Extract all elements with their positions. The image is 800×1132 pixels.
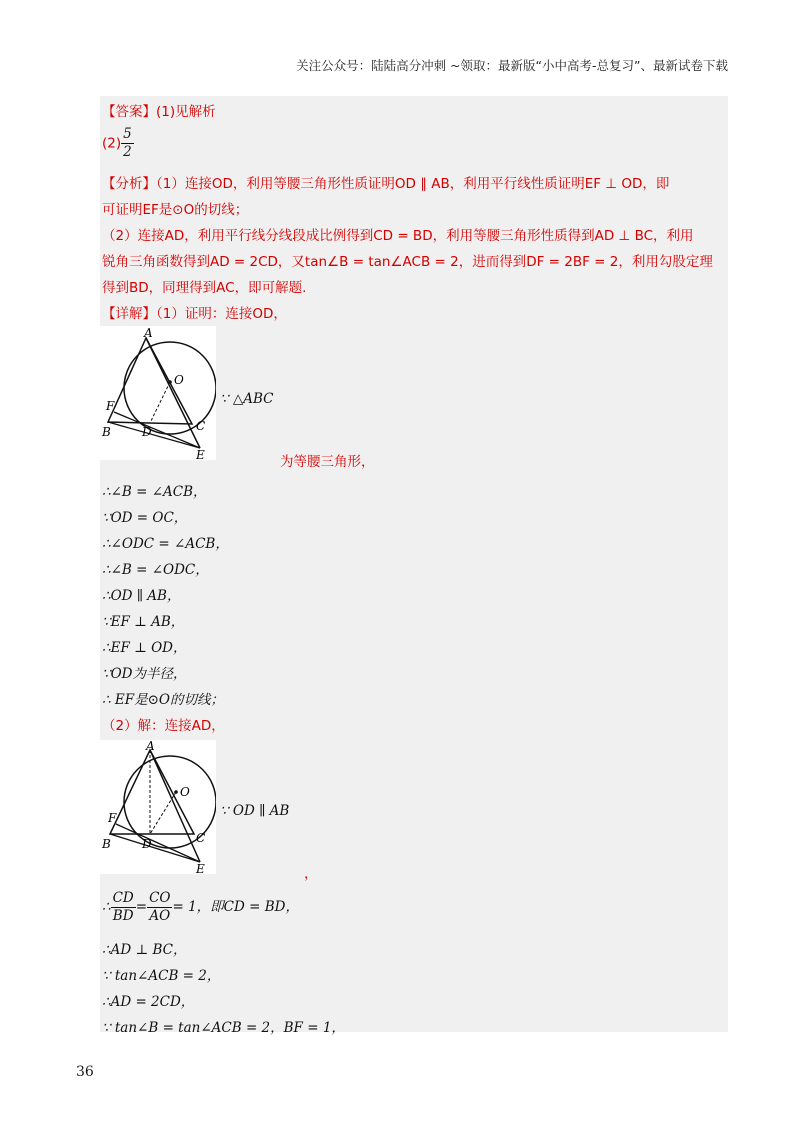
analysis-line-5: 得到BD，同理得到AC，即可解题. bbox=[102, 280, 307, 296]
proof-step-4: ∴∠B = ∠ODC， bbox=[102, 562, 209, 578]
page-header: 关注公众号：陆陆高分冲刺 ~领取：最新版“小中高考-总复习”、最新试卷下载 bbox=[296, 58, 728, 73]
proof-step-5: ∴OD ∥ AB， bbox=[102, 588, 181, 604]
geometry-figure-1 bbox=[100, 326, 216, 460]
fig2-caption-2: ， bbox=[304, 866, 318, 882]
part2-step-2: ∵ tan∠ACB = 2， bbox=[102, 968, 221, 984]
fig1-label-O: O bbox=[174, 373, 184, 387]
part2-step-3: ∴AD = 2CD， bbox=[102, 994, 195, 1010]
proof-step-8: ∵OD为半径， bbox=[102, 666, 187, 682]
proof-step-6: ∵EF ⊥ AB， bbox=[102, 614, 185, 630]
fig2-label-A: A bbox=[146, 740, 155, 753]
part2-intro: （2）解：连接AD， bbox=[102, 718, 225, 734]
analysis-line-1: 【分析】（1）连接OD，利用等腰三角形性质证明OD ∥ AB，利用平行线性质证明EF ⊥ OD，即 bbox=[102, 176, 670, 192]
answer-part2-prefix: (2) bbox=[102, 135, 122, 152]
fig1-label-A: A bbox=[144, 326, 153, 340]
fig1-caption-2: 为等腰三角形， bbox=[280, 454, 375, 470]
part2-step-4: ∵ tan∠B = tan∠ACB = 2，BF = 1， bbox=[102, 1020, 345, 1036]
fig2-caption: ∵ OD ∥ AB bbox=[220, 803, 290, 819]
answer-part1: (1)见解析 bbox=[156, 104, 216, 120]
fraction-co-ao: $\frac{CO}{AO}$ bbox=[149, 890, 171, 924]
proof-step-9: ∴ EF是⊙O的切线； bbox=[102, 692, 224, 708]
fraction-cd-bd: $\frac{CD}{BD}$ bbox=[112, 890, 134, 924]
geometry-figure-2 bbox=[100, 740, 216, 874]
fig2-label-C: C bbox=[196, 831, 206, 845]
page-number: 36 bbox=[76, 1064, 94, 1080]
fig2-label-E: E bbox=[196, 862, 205, 874]
detail-label: 【详解】 bbox=[102, 306, 156, 322]
detail-line-1: 【详解】（1）证明：连接OD， bbox=[102, 306, 287, 322]
answer-line-1 bbox=[102, 100, 216, 120]
fig1-label-D: D bbox=[142, 425, 152, 439]
fig1-label-E: E bbox=[196, 448, 205, 460]
proof-step-3: ∴∠ODC = ∠ACB， bbox=[102, 536, 229, 552]
proof-step-2: ∵OD = OC， bbox=[102, 510, 188, 526]
analysis-label: 【分析】 bbox=[102, 176, 156, 192]
fig2-label-F: F bbox=[108, 811, 117, 825]
proof-step-1: ∴∠B = ∠ACB， bbox=[102, 484, 207, 500]
ratio-line: ∴ $\frac{CD}{BD}$ = $\frac{CO}{AO}$ = 1，即CD = BD， bbox=[102, 890, 299, 924]
answer-label: 【答案】 bbox=[102, 104, 156, 120]
analysis-line-4: 锐角三角函数得到AD = 2CD，又tan∠B = tan∠ACB = 2，进而得到DF = 2BF = 2，利用勾股定理 bbox=[102, 254, 713, 270]
analysis-line-2: 可证明EF是⊙O的切线； bbox=[102, 202, 249, 218]
fig1-caption: ∵ △ABC bbox=[220, 391, 274, 407]
fig1-label-F: F bbox=[106, 399, 115, 413]
part2-step-1: ∴AD ⊥ BC， bbox=[102, 942, 187, 958]
fig1-label-B: B bbox=[102, 425, 111, 439]
fig1-label-C: C bbox=[196, 419, 206, 433]
fig2-label-O: O bbox=[180, 785, 190, 799]
analysis-line-3: （2）连接AD，利用平行线分线段成比例得到CD = BD，利用等腰三角形性质得到AD ⊥ BC，利用 bbox=[102, 228, 694, 244]
proof-step-7: ∴EF ⊥ OD， bbox=[102, 640, 187, 656]
fig2-label-D: D bbox=[142, 837, 152, 851]
answer-fraction: $\frac{5}{2}$ bbox=[123, 126, 132, 160]
fig2-label-B: B bbox=[102, 837, 111, 851]
answer-line-2 bbox=[102, 126, 134, 161]
